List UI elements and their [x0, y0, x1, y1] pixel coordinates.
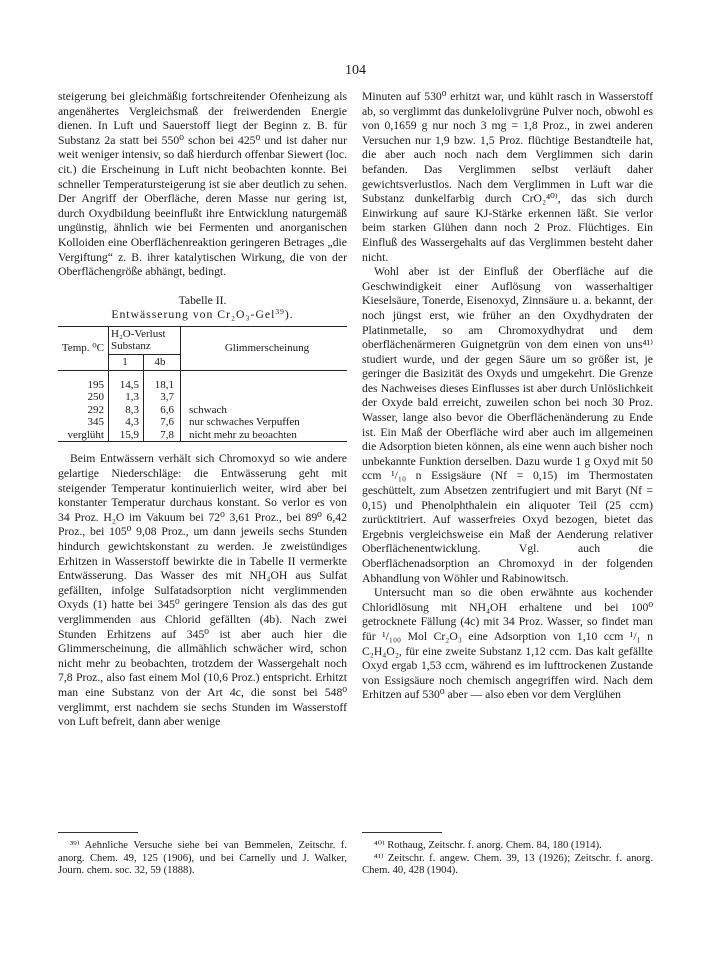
- table-row: [58, 379, 347, 392]
- table-caption: [58, 294, 347, 322]
- cell-substance-1: 14,5: [109, 379, 144, 392]
- cell-temp: 195: [58, 379, 109, 392]
- cell-substance-4b: 7,6: [144, 416, 181, 429]
- table-caption-subtitle-text: Entwässerung von Cr₂O₃-Gel: [111, 307, 276, 321]
- footnote-rule-right: [362, 832, 442, 833]
- cell-glimmer: [181, 379, 348, 392]
- right-column: [362, 90, 653, 703]
- right-paragraph-3: Untersucht man so die oben erwähnte aus kochender Chloridlösung mit NH₄OH erhaltene und bei 100⁰ getrocknete Fällung (4c) mit 34 Proz. Wasser, so findet man für ¹/₁₀₀ Mol Cr₂O₃ eine Adsorption von 1,10 ccm ¹/₁ n C₂H₄O₂, für eine zweite Substanz 1,12 ccm. Das kalt gefällte Oxyd ergab 1,53 ccm, während es im lufttrockenen Zustande von Essigsäure noch chemisch angegriffen wird. Nach dem Erhitzen auf 530⁰ aber — also eben vor dem Verglühen: [362, 586, 653, 702]
- footnote-41: ⁴¹⁾ Zeitschr. f. angew. Chem. 39, 13 (1926); Zeitschr. f. anorg. Chem. 40, 428 (1904).: [362, 852, 653, 877]
- header-glimmer: Glimmerscheinung: [224, 341, 310, 354]
- dehydration-table: [58, 326, 347, 443]
- page-number: 104: [345, 63, 366, 78]
- cell-glimmer: [181, 391, 348, 404]
- right-paragraph-2: Wohl aber ist der Einfluß der Oberfläche auf die Geschwindigkeit einer Auflösung von wasserhaltiger Kieselsäure, Tonerde, Eisenoxyd, Zinnsäure u. a. bekannt, der noch jüngst erst, wie früher an den Oxydhydraten der Platinmetalle, so am Chromoxydhydrat und dem oberflächenärmeren Guignetgrün von dem einen von uns⁴¹⁾ studiert wurde, und der gegen Säure um so größer ist, je geringer die Basizität des Oxyds und umgekehrt. Die Grenze des Nachweises dieses Einflusses ist aber durch Unlöslichkeit der Oxyde bald erreicht, zuweilen schon bei noch 30 Proz. Wasser, lange also bevor die Oberflächenänderung zu Ende ist. Ein Maß der Oberfläche wird aber auch im allgemeinen die Adsorption bieten können, als eine wenn auch bisher noch unbekannte Funktion derselben. Dazu wurde 1 g Oxyd mit 50 ccm ¹/₁₀ n Essigsäure (Nf = 0,15) im Thermostaten geschüttelt, zum Absetzen zentrifugiert und mit Baryt (Nf = 0,15) und Phenolphthalein ein aliquoter Teil (25 ccm) zurücktitriert. Auf wasserfreies Oxyd bezogen, bietet das Ergebnis vergleichsweise ein Maß der Aenderung relativer Oberflächenentwicklung. Vgl. auch die Oberflächenadsorption an Chromoxyd in der folgenden Abhandlung von Wöhler und Rabinowitsch.: [362, 265, 653, 585]
- right-paragraph-1: Minuten auf 530⁰ erhitzt war, und kühlt rasch in Wasserstoff ab, so verglimmt das dunkelolivgrüne Pulver noch, obwohl es von 0,1659 g nur noch 3 mg = 1,8 Proz., in zwei anderen Versuchen nur 1,9 bzw. 1,5 Proz. flüchtige Bestandteile hat, die aber auch noch nach dem Verglimmen sich darin befanden. Das Verglimmen selbst verläuft daher gewichtsverlustlos. Nach dem Verglimmen in Luft war die Substanz dunkelfarbig durch CrO₂⁴⁰⁾, das sich durch Einwirkung auf saure KJ-Stärke erkennen läßt. Sie verlor beim starken Glühen dann noch 2 Proz. Flüchtiges. Ein Einfluß des Wassergehalts auf das Verglimmen besteht daher nicht.: [362, 90, 653, 264]
- left-paragraph-2: Beim Entwässern verhält sich Chromoxyd so wie andere gelartige Niederschläge: die Entwässerung geht mit steigender Temperatur kontinuierlich weiter, wird aber bei konstanter Temperatur durchaus konstant. So verlor es von 34 Proz. H₂O im Vakuum bei 72⁰ 3,61 Proz., bei 89⁰ 6,42 Proz., bei 105⁰ 9,08 Proz., um dann jeweils sechs Stunden hindurch gewichtskonstant zu werden. Je zweistündiges Erhitzen in Wasserstoff bewirkte die in Tabelle II vermerkte Entwässerung. Das Wasser des mit NH₄OH aus Sulfat gefällten, infolge Sulfatadsorption nicht verglimmenden Oxyds (1) hatte bei 345⁰ geringere Tension als das des gut verglimmenden aus Chlorid gefällten (4b). Nach zwei Stunden Erhitzens auf 345⁰ ist aber auch hier die Glimmerscheinung, die allmählich schwächer wird, schon nicht mehr zu beobachten, trotzdem der Wassergehalt noch 7,8 Proz., also fast einem Mol (10,6 Proz.) entspricht. Erhitzt man eine Substanz von der Art 4c, die sonst bei 548⁰ verglimmt, erst nachdem sie sechs Stunden im Wasserstoff von Luft befreit, dann aber wenige: [58, 452, 347, 729]
- table-caption-title: Tabelle II.: [178, 293, 227, 307]
- cell-substance-1: 1,3: [109, 391, 144, 404]
- table-caption-subtitle: Entwässerung von Cr₂O₃-Gel$^{39}$).: [111, 306, 294, 321]
- table-caption-footnote-ref: 39: [275, 306, 285, 316]
- table-row: [58, 429, 347, 442]
- footnote-40: ⁴⁰⁾ Rothaug, Zeitschr. f. anorg. Chem. 84, 180 (1914).: [374, 840, 602, 851]
- cell-glimmer: nur schwaches Verpuffen: [189, 416, 300, 429]
- cell-glimmer: nicht mehr zu beoachten: [189, 428, 297, 441]
- cell-substance-4b: 7,8: [144, 429, 181, 442]
- cell-temp: 292: [58, 404, 109, 417]
- footnotes-left: [58, 840, 347, 878]
- header-water-loss: H₂O-Verlust Substanz: [109, 326, 181, 354]
- footnote-39: ³⁹⁾ Aehnliche Versuche siehe bei van Bemmelen, Zeitschr. f. anorg. Chem. 49, 125 (1906), und bei Carnelly und J. Walker, Journ. chem. soc. 32, 59 (1888).: [58, 840, 347, 877]
- table-row: [58, 416, 347, 429]
- cell-substance-1: 4,3: [109, 416, 144, 429]
- header-substance-1: 1: [109, 354, 144, 370]
- left-column: [58, 90, 347, 730]
- footnotes-right: [362, 840, 653, 878]
- cell-glimmer: schwach: [189, 403, 227, 416]
- cell-substance-4b: 6,6: [144, 404, 181, 417]
- cell-substance-1: 15,9: [109, 429, 144, 442]
- left-paragraph-1: steigerung bei gleichmäßig fortschreitender Ofenheizung als angenähertes Vergleichsmaß der freiwerdenden Energie dienen. In Luft und Sauerstoff liegt der Beginn z. B. für Substanz 2a statt bei 550⁰ schon bei 425⁰ und ist daher nur weit weniger intensiv, so daß hierdurch offenbar Siewert (loc. cit.) die Erscheinung in Luft nicht beobachten konnte. Bei schneller Temperatursteigerung ist sie aber deutlich zu sehen. Der Angriff der Oberfläche, deren Masse nur gering ist, durch Oxydbildung beeinflußt ihre Entwicklung naturgemäß ungünstig, ähnlich wie bei Fermenten und anorganischen Kolloiden eine Oberflächenreaktion geringeren Betrages „die Vergiftung“ z. B. ihrer katalytischen Wirkung, die von der Oberflächengröße abhängt, bedingt.: [58, 90, 347, 279]
- header-temp: Temp. ⁰C: [58, 326, 109, 370]
- table-row: [58, 391, 347, 404]
- cell-temp: 250: [58, 391, 109, 404]
- cell-substance-4b: 18,1: [144, 379, 181, 392]
- table-row: [58, 404, 347, 417]
- cell-substance-1: 8,3: [109, 404, 144, 417]
- cell-substance-4b: 3,7: [144, 391, 181, 404]
- header-substance-4b: 4b: [144, 354, 181, 370]
- cell-temp: 345: [58, 416, 109, 429]
- cell-temp: verglüht: [58, 429, 109, 442]
- footnote-rule-left: [58, 832, 138, 833]
